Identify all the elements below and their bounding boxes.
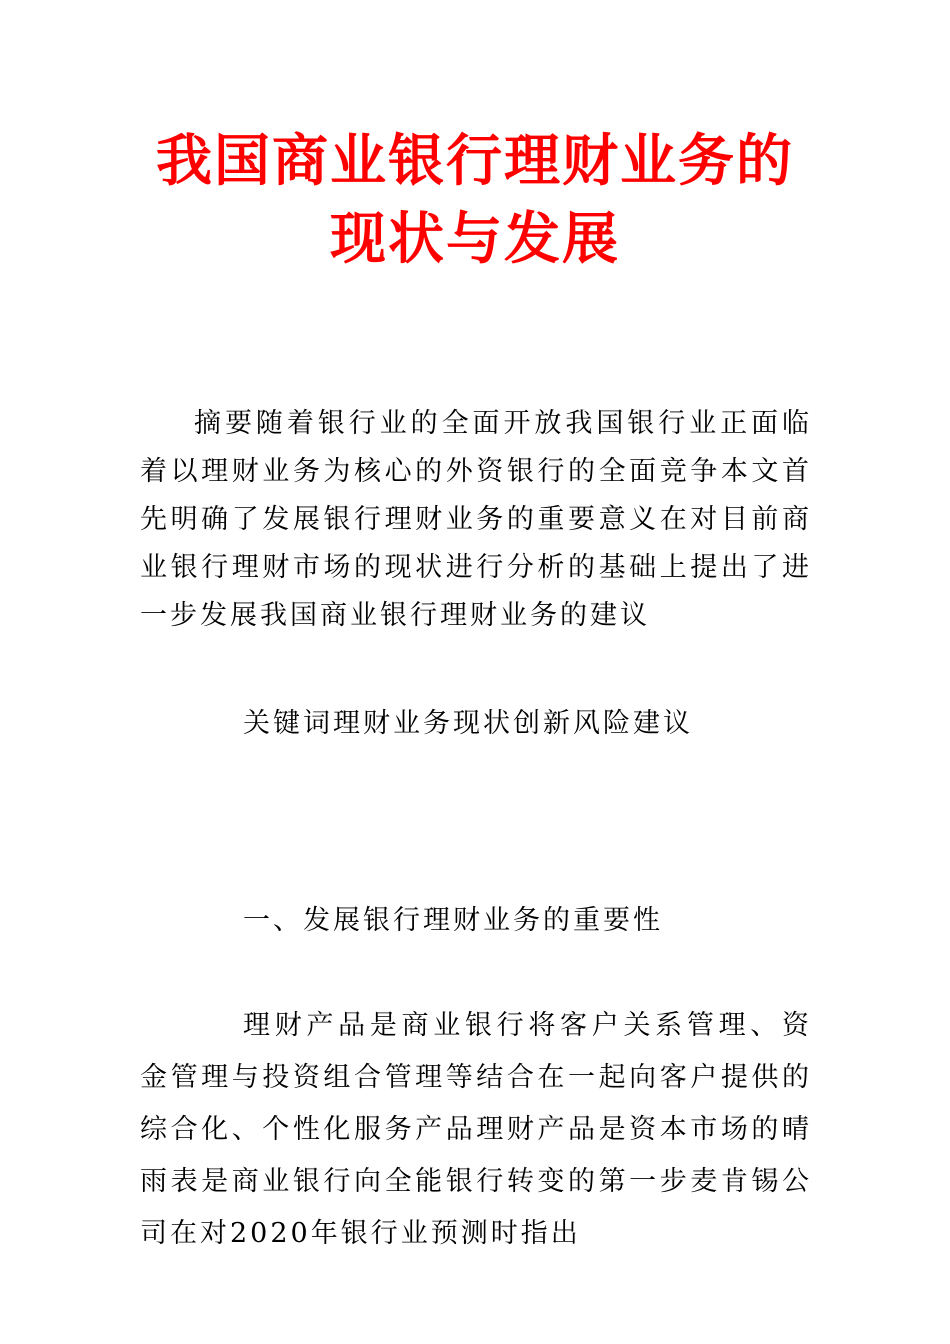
document-title-line-2: 现状与发展 xyxy=(330,207,620,272)
abstract-paragraph: 摘要随着银行业的全面开放我国银行业正面临着以理财业务为核心的外资银行的全面竞争本文首先明确了发展银行理财业务的重要意义在对目前商业银行理财市场的现状进行分析的基础上提出了进一步发展我国商业银行理财业务的建议 xyxy=(140,408,812,631)
body-paragraph: 理财产品是商业银行将客户关系管理、资金管理与投资组合管理等结合在一起向客户提供的综合化、个性化服务产品理财产品是资本市场的晴雨表是商业银行向全能银行转变的第一步麦肯锡公司在对2020年银行业预测时指出 xyxy=(140,1010,812,1249)
document-title-line-1: 我国商业银行理财业务的 xyxy=(156,129,794,194)
section-heading: 一、发展银行理财业务的重要性 xyxy=(243,905,663,936)
keywords-line: 关键词理财业务现状创新风险建议 xyxy=(243,708,693,739)
